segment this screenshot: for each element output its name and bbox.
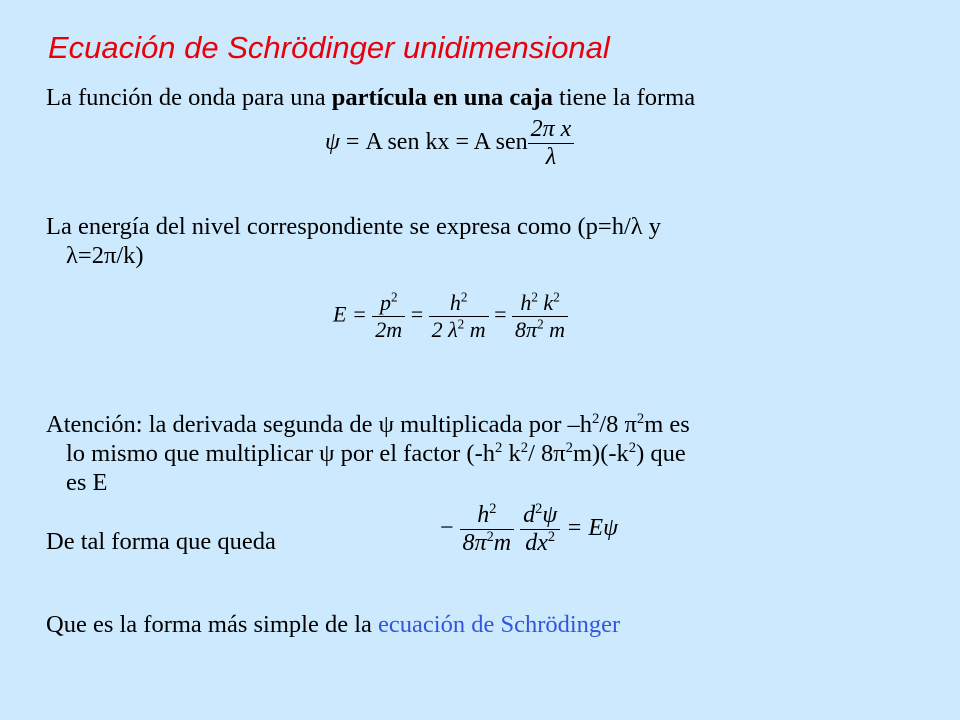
text: h bbox=[449, 290, 461, 315]
text: La función de onda para una bbox=[46, 84, 332, 111]
superscript: 2 bbox=[565, 439, 573, 456]
superscript: 2 bbox=[531, 289, 538, 305]
superscript: 2 bbox=[520, 439, 529, 456]
text: k bbox=[537, 290, 554, 315]
superscript: 2 bbox=[495, 439, 503, 456]
minus-sign: − bbox=[440, 515, 454, 542]
fraction bbox=[520, 502, 560, 557]
psi-symbol: ψ bbox=[325, 129, 340, 156]
fraction-denominator bbox=[520, 529, 560, 557]
fraction bbox=[460, 502, 515, 557]
text: tiene la forma bbox=[552, 84, 696, 111]
text: m es bbox=[644, 411, 690, 438]
fraction-numerator bbox=[429, 290, 489, 316]
text: m bbox=[493, 530, 512, 556]
fraction-numerator bbox=[460, 502, 515, 529]
bold-text: partícula en una caja bbox=[331, 84, 553, 111]
superscript: 2 bbox=[547, 529, 556, 545]
equation-energy bbox=[333, 290, 568, 343]
text-line: λ=2π/k) bbox=[66, 242, 144, 269]
equation-wave-function bbox=[325, 116, 574, 171]
paragraph-conclusion bbox=[46, 610, 620, 639]
fraction-denominator: λ bbox=[528, 143, 575, 171]
superscript: 2 bbox=[628, 439, 637, 456]
text: k bbox=[502, 440, 521, 467]
paragraph-energy bbox=[46, 212, 661, 270]
fraction-numerator bbox=[372, 290, 405, 316]
text: 8π bbox=[462, 530, 487, 556]
equation-text: = A sen kx = A sen bbox=[339, 129, 528, 156]
fraction-numerator bbox=[520, 502, 560, 529]
superscript: 2 bbox=[390, 289, 398, 305]
equals-sign: = bbox=[494, 301, 507, 327]
equation-lhs: E = bbox=[333, 301, 367, 327]
fraction-denominator: 2m bbox=[372, 316, 405, 343]
fraction-numerator: 2π x bbox=[530, 116, 572, 142]
superscript: 2 bbox=[592, 410, 600, 427]
schrodinger-highlight: ecuación de Schrödinger bbox=[378, 611, 621, 638]
fraction-denominator bbox=[429, 316, 489, 343]
text-line bbox=[46, 439, 686, 468]
text: Atención: la derivada segunda de ψ multiplicada por –h bbox=[46, 411, 592, 438]
paragraph-attention bbox=[46, 410, 690, 497]
text: m bbox=[543, 317, 566, 342]
slide-title: Ecuación de Schrödinger unidimensional bbox=[48, 30, 610, 65]
fraction bbox=[528, 116, 575, 171]
fraction bbox=[429, 290, 489, 343]
text: dx bbox=[525, 530, 548, 556]
text: ) que bbox=[636, 440, 686, 467]
text: 8π bbox=[515, 317, 538, 342]
text: h bbox=[520, 290, 532, 315]
text: h bbox=[477, 502, 490, 528]
superscript: 2 bbox=[489, 501, 497, 517]
superscript: 2 bbox=[457, 316, 465, 332]
fraction-numerator bbox=[512, 290, 568, 316]
text: p bbox=[379, 290, 391, 315]
superscript: 2 bbox=[535, 501, 543, 517]
equation-rhs: = Eψ bbox=[566, 515, 618, 542]
text: d bbox=[523, 502, 536, 528]
superscript: 2 bbox=[486, 529, 494, 545]
fraction-denominator bbox=[512, 316, 568, 343]
text: /8 π bbox=[599, 411, 637, 438]
text: 2 λ bbox=[431, 317, 458, 342]
superscript: 2 bbox=[553, 289, 560, 305]
text-line: La energía del nivel correspondiente se expresa como (p=h/λ y bbox=[46, 213, 662, 240]
fraction-denominator bbox=[460, 529, 515, 557]
superscript: 2 bbox=[636, 410, 645, 427]
paragraph-result: De tal forma que queda bbox=[46, 528, 276, 555]
superscript: 2 bbox=[460, 289, 468, 305]
superscript: 2 bbox=[537, 316, 544, 332]
fraction bbox=[512, 290, 568, 343]
text-line bbox=[46, 410, 690, 439]
fraction bbox=[372, 290, 405, 343]
text: / 8π bbox=[528, 440, 566, 467]
text-line: es E bbox=[66, 469, 108, 496]
text: Que es la forma más simple de la bbox=[46, 611, 379, 638]
text: lo mismo que multiplicar ψ por el factor (-h bbox=[66, 440, 496, 467]
equation-schrodinger bbox=[440, 502, 618, 557]
text: m)(-k bbox=[572, 440, 629, 467]
equals-sign: = bbox=[410, 301, 424, 327]
paragraph-wave-function bbox=[46, 83, 695, 112]
text: m bbox=[464, 317, 486, 342]
text: ψ bbox=[542, 502, 558, 528]
